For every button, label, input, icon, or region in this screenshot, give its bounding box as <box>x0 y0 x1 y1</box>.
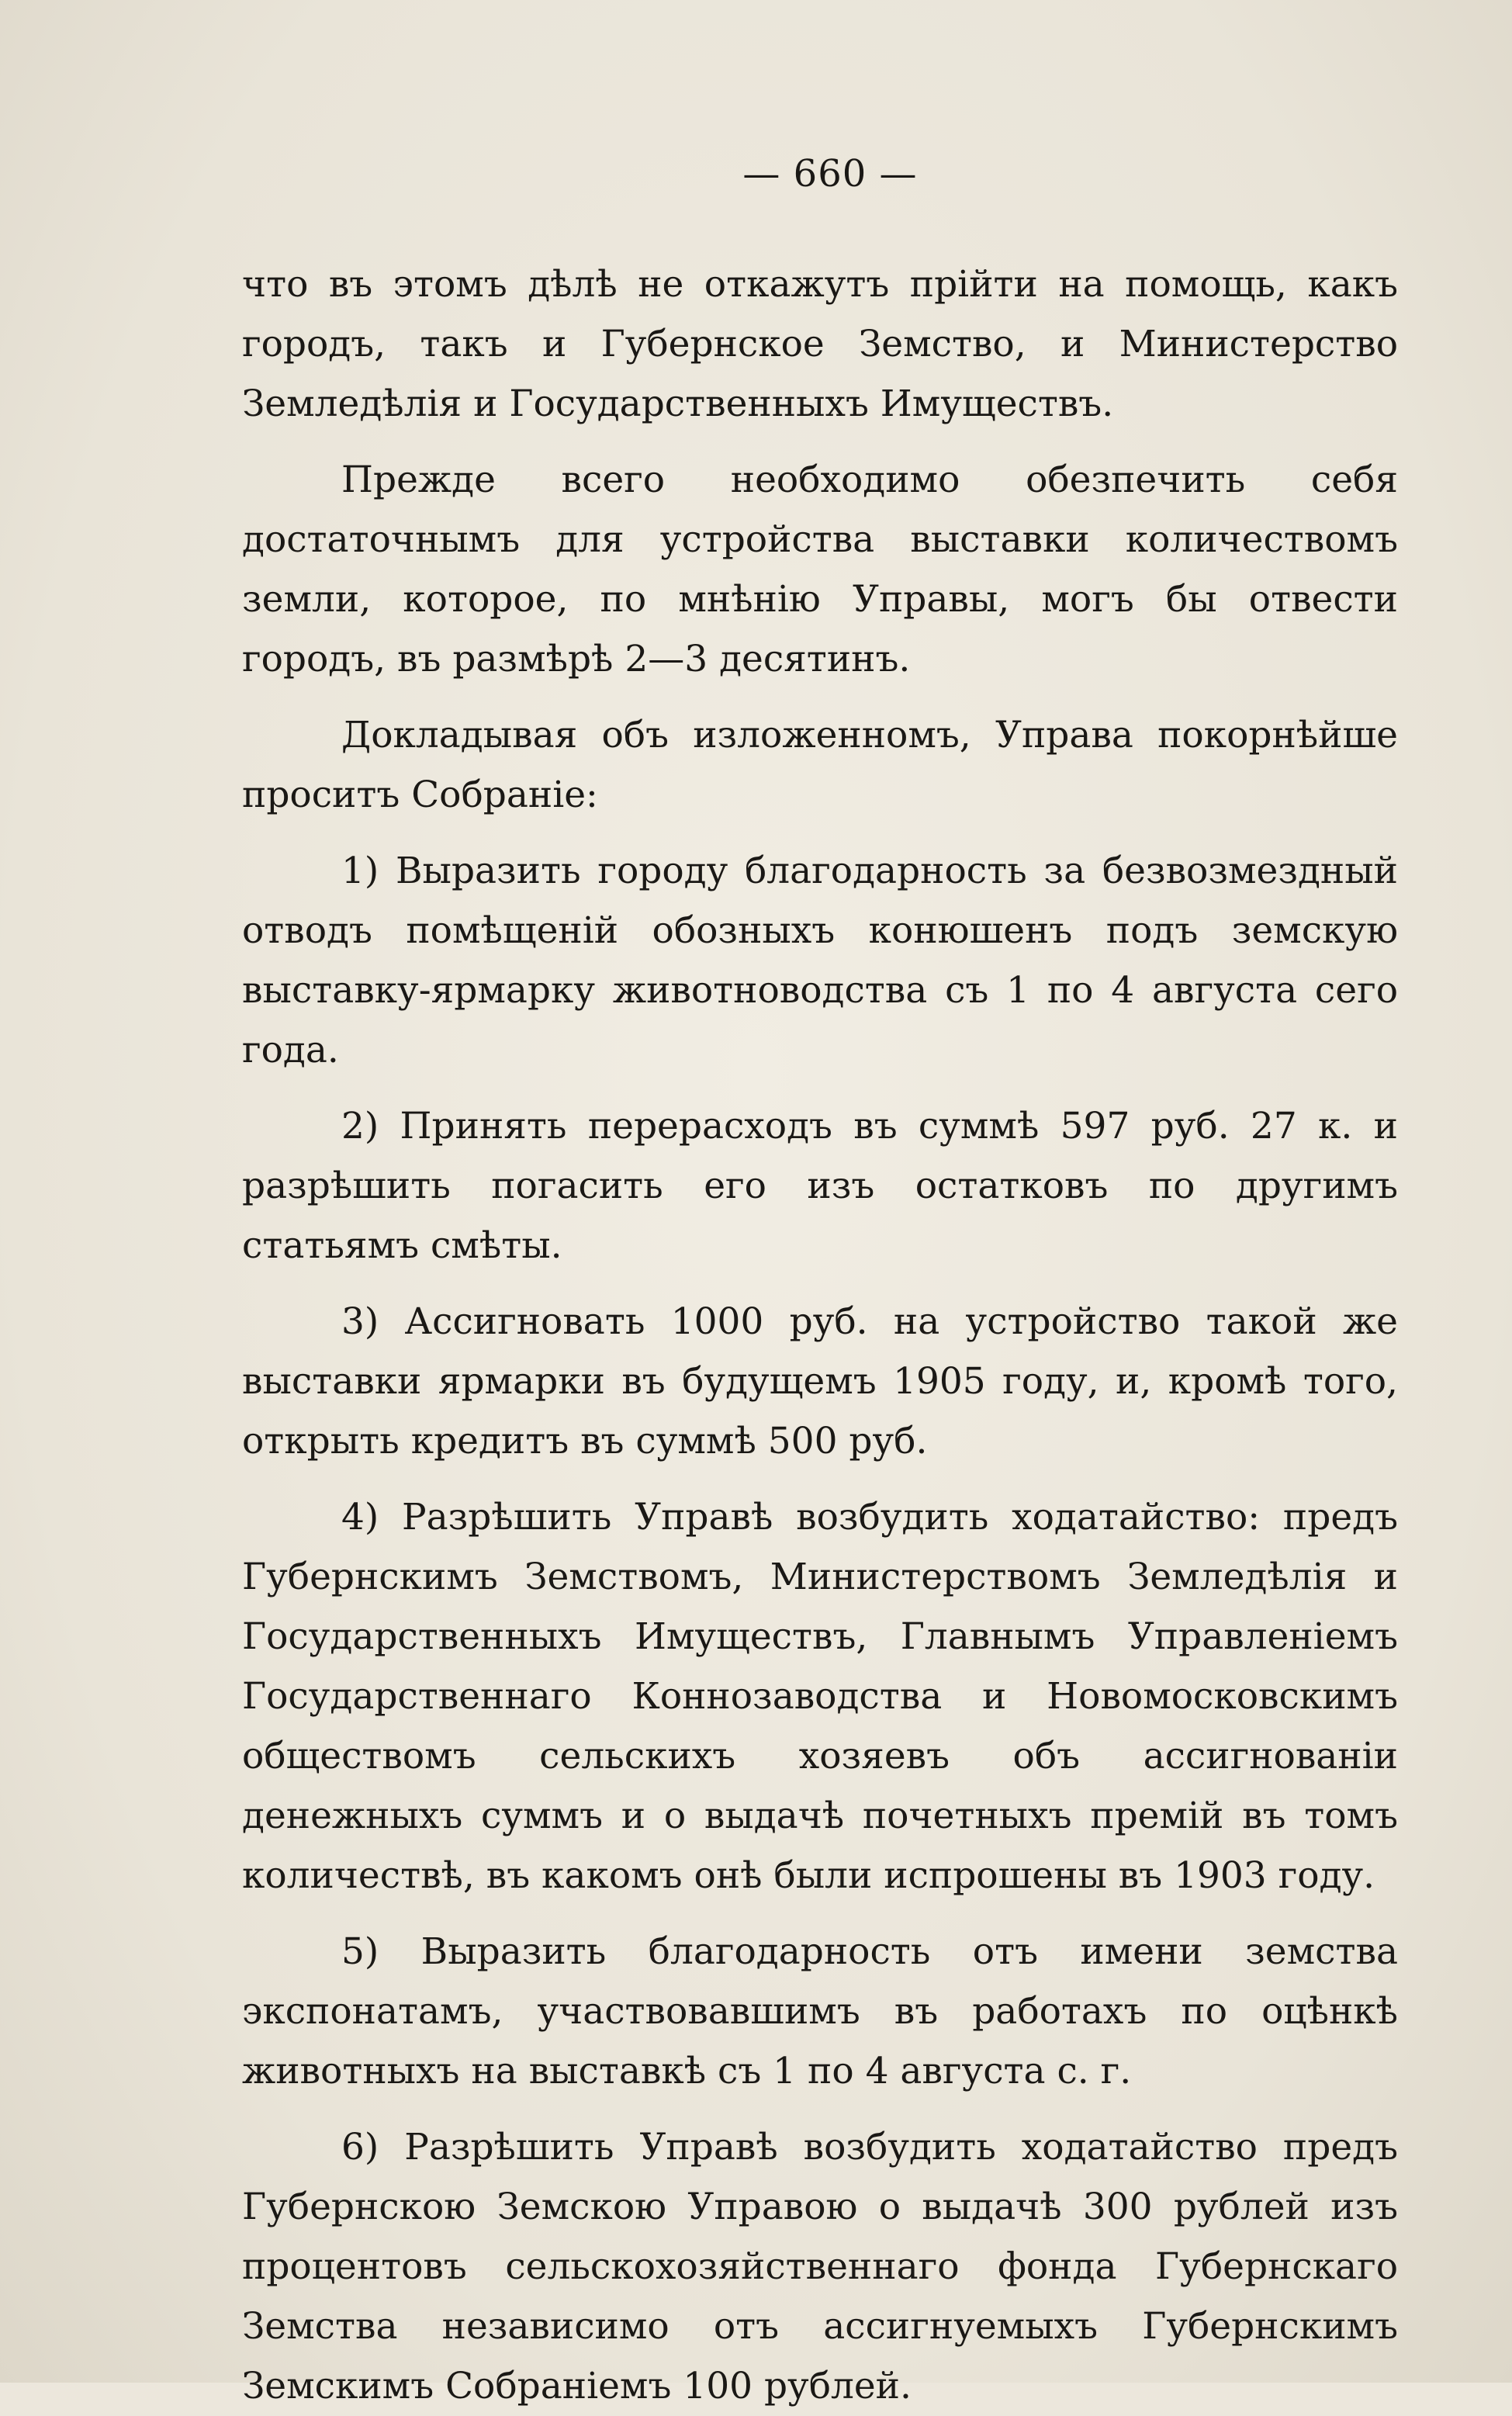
paragraph-request-intro: Докладывая объ изложенномъ, Управа покорнѣйше проситъ Собраніе: <box>242 714 1398 816</box>
list-item-2: 2) Принять перерасходъ въ суммѣ 597 руб. 27 к. и разрѣшить погасить его изъ остатковъ по другимъ статьямъ смѣты. <box>242 1105 1398 1267</box>
page-number: — 660 — <box>742 152 918 196</box>
list-item-1: 1) Выразить городу благодарность за безвозмездный отводъ помѣщеній обозныхъ конюшенъ подъ земскую выставку-ярмарку животноводства съ 1 по 4 августа сего года. <box>242 850 1398 1071</box>
body-text <box>242 254 1398 2416</box>
list-item-3: 3) Ассигновать 1000 руб. на устройство такой же выставки ярмарки въ будущемъ 1905 году, и, кромѣ того, открыть кредитъ въ суммѣ 500 руб. <box>242 1300 1398 1462</box>
list-item-6: 6) Разрѣшить Управѣ возбудить ходатайство предъ Губернскою Земскою Управою о выдачѣ 300 рублей изъ процентовъ сельскохозяйственнаго фонда Губернскаго Земства независимо отъ ассигнуемыхъ Губернскимъ Земскимъ Собраніемъ 100 рублей. <box>242 2126 1398 2407</box>
list-item-4: 4) Разрѣшить Управѣ возбудить ходатайство: предъ Губернскимъ Земствомъ, Министерствомъ Земледѣлія и Государственныхъ Имуществъ, Главнымъ Управленіемъ Государственнаго Коннозаводства и Новомосковскимъ обществомъ сельскихъ хозяевъ объ ассигнованіи денежныхъ суммъ и о выдачѣ почетныхъ премій въ томъ количествѣ, въ какомъ онѣ были испрошены въ 1903 году. <box>242 1496 1398 1897</box>
paragraph-land-provision: Прежде всего необходимо обезпечить себя достаточнымъ для устройства выставки количествомъ земли, которое, по мнѣнію Управы, могъ бы отвести городъ, въ размѣрѣ 2—3 десятинъ. <box>242 459 1398 680</box>
paragraph-continuation: что въ этомъ дѣлѣ не откажутъ прійти на помощь, какъ городъ, такъ и Губернское Земство, и Министерство Земледѣлія и Государственныхъ Имуществъ. <box>242 263 1398 425</box>
list-item-5: 5) Выразить благодарность отъ имени земства экспонатамъ, участвовавшимъ въ работахъ по оцѣнкѣ животныхъ на выставкѣ съ 1 по 4 августа с. г. <box>242 1930 1398 2092</box>
